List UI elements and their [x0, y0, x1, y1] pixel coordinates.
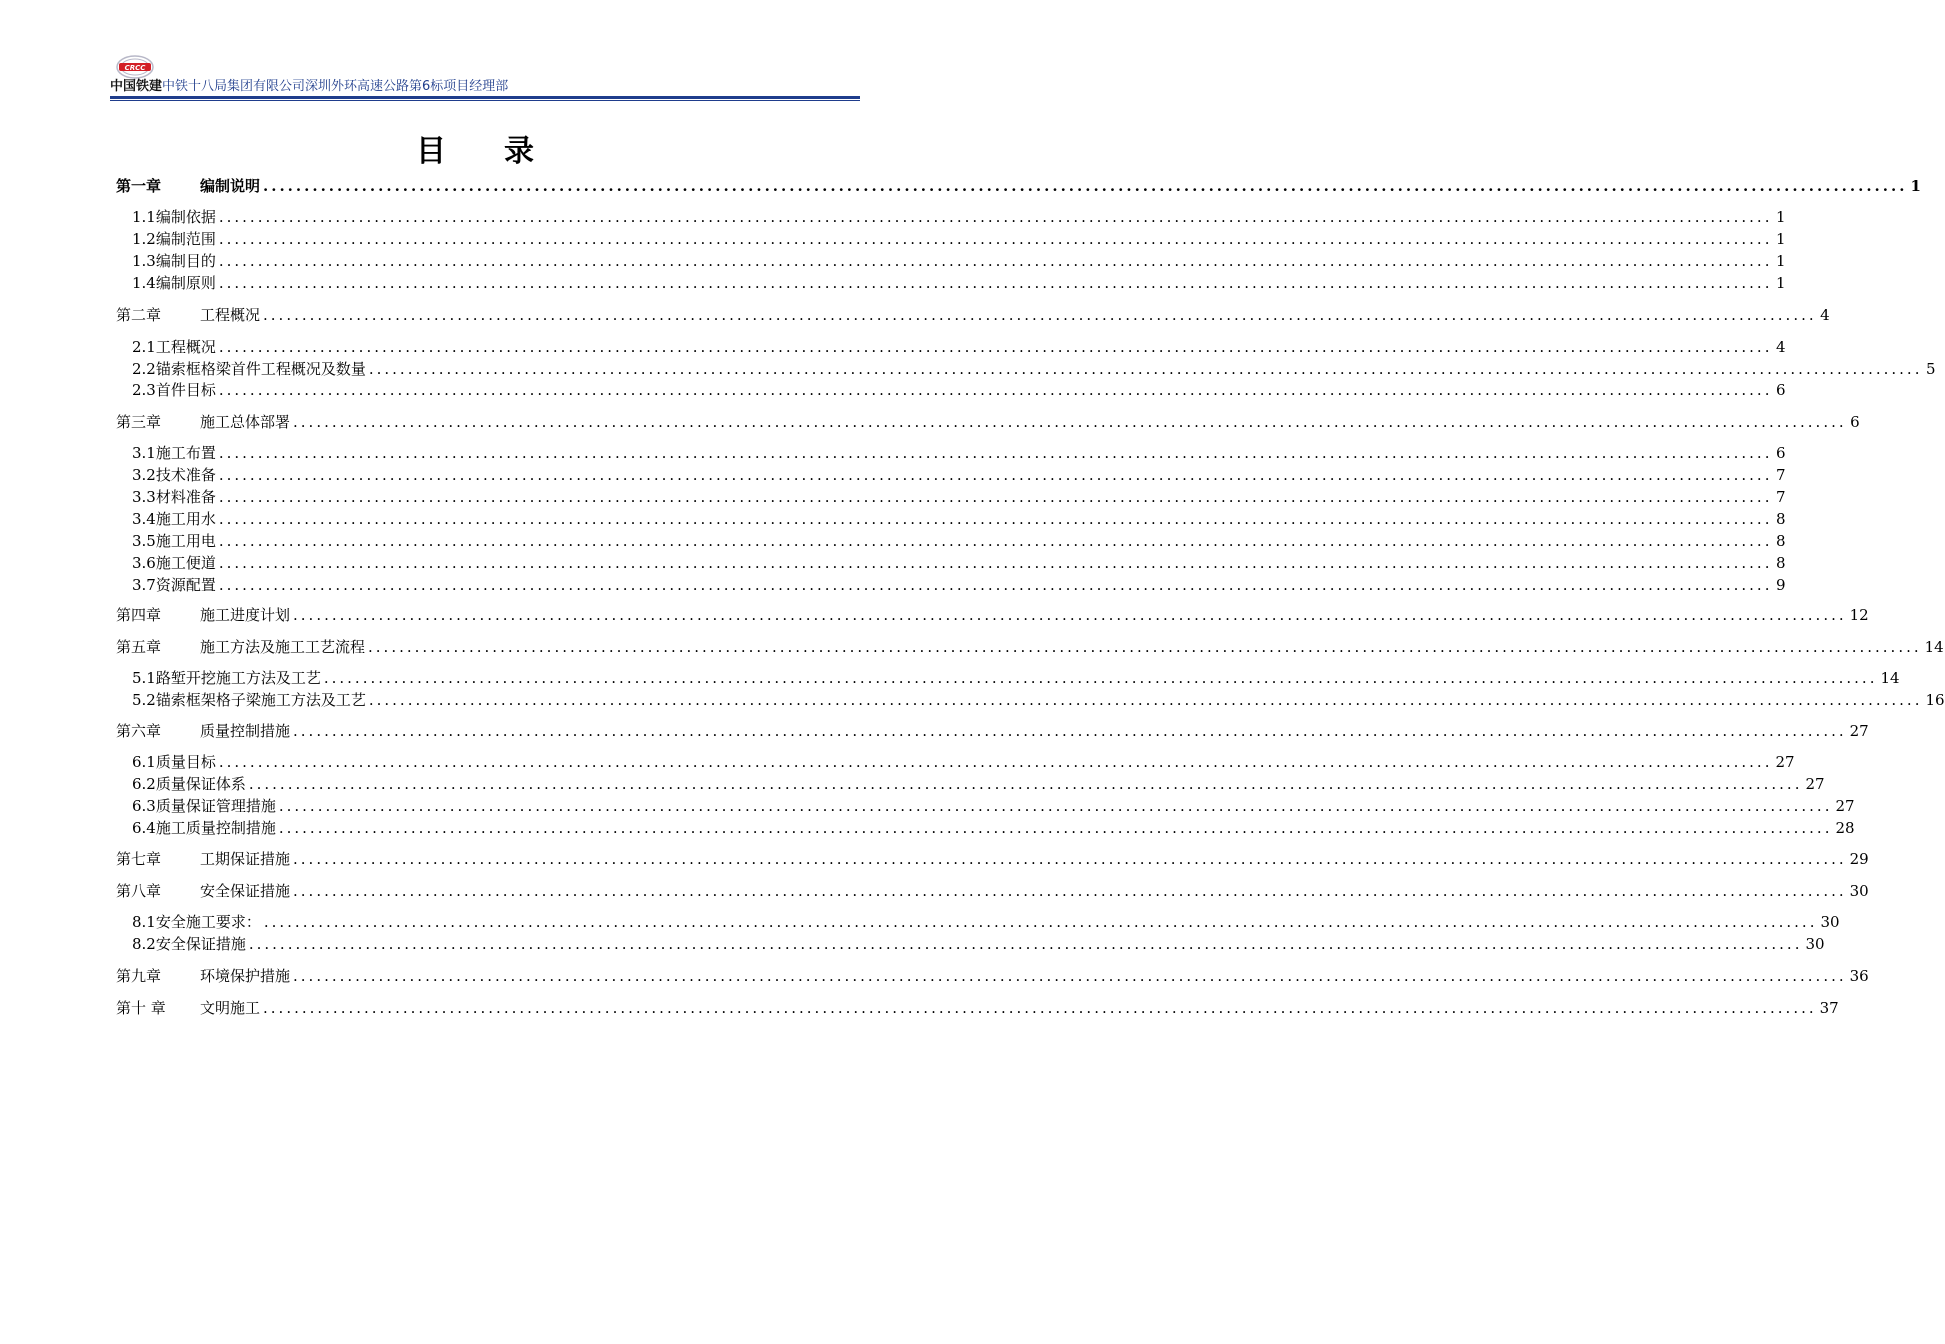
chapter-number: 第九章	[116, 967, 162, 985]
toc-entry-title: 2.3首件目标	[132, 381, 216, 399]
toc-page-number: 6	[1850, 413, 1860, 431]
dot-leader: ........................................................................................................................................................................................................	[218, 381, 1773, 399]
chapter-number: 第五章	[116, 638, 162, 656]
page-title: 目录	[416, 134, 592, 169]
toc-entry-title: 1.3编制目的	[132, 252, 216, 270]
page-header	[110, 50, 860, 102]
dot-leader: ........................................................................................................................................................................................................	[218, 554, 1773, 572]
toc-entry-title: 1.2编制范围	[132, 230, 216, 248]
toc-entry-label	[132, 207, 216, 227]
toc-entry-label	[116, 176, 260, 196]
dot-leader: ........................................................................................................................................................................................................	[218, 252, 1773, 270]
toc-page-number: 6	[1775, 444, 1786, 462]
toc-page-number: 30	[1849, 882, 1869, 900]
toc-section-row[interactable]	[132, 337, 1786, 357]
dot-leader: ........................................................................................................................................................................................................	[278, 819, 1833, 837]
dot-leader: ........................................................................................................................................................................................................	[218, 576, 1773, 594]
toc-entry-label	[132, 818, 276, 838]
dot-leader: ........................................................................................................................................................................................................	[218, 274, 1773, 292]
header-rule-thin	[110, 100, 860, 101]
toc-page-number: 4	[1775, 338, 1786, 356]
chapter-number: 第八章	[116, 882, 162, 900]
toc-page-number: 8	[1775, 510, 1786, 528]
toc-page-number: 27	[1775, 753, 1795, 771]
toc-entry-label	[116, 721, 290, 741]
toc-page-number: 30	[1820, 913, 1840, 931]
dot-leader: ........................................................................................................................................................................................................	[278, 797, 1833, 815]
toc-section-row[interactable]	[132, 380, 1786, 400]
dot-leader: ........................................................................................................................................................................................................	[368, 691, 1923, 709]
toc-section-row[interactable]	[132, 934, 1825, 954]
toc-page-number: 1	[1775, 252, 1786, 270]
toc-page-number: 5	[1925, 360, 1936, 378]
toc-page-number: 14	[1880, 669, 1900, 687]
toc-chapter-row[interactable]	[116, 998, 1839, 1018]
toc-entry-title: 3.3材料准备	[132, 488, 216, 506]
dot-leader: ........................................................................................................................................................................................................	[218, 444, 1773, 462]
toc-entry-label	[116, 998, 260, 1018]
toc-entry-title: 2.1工程概况	[132, 338, 216, 356]
toc-entry-label	[132, 443, 216, 463]
toc-page-number: 14	[1924, 638, 1944, 656]
toc-page-number: 1	[1775, 274, 1786, 292]
logo-text: CRCC	[124, 64, 146, 72]
dot-leader: ........................................................................................................................................................................................................	[263, 999, 1817, 1017]
toc-entry-label	[132, 487, 216, 507]
toc-section-row[interactable]	[132, 912, 1840, 932]
toc-entry-title: 5.1路堑开挖施工方法及工艺	[132, 669, 321, 687]
toc-entry-title: 编制说明	[200, 177, 261, 195]
toc-section-row[interactable]	[132, 229, 1786, 249]
dot-leader: ........................................................................................................................................................................................................	[263, 913, 1818, 931]
dot-leader: ........................................................................................................................................................................................................	[293, 722, 1847, 740]
toc-entry-title: 工程概况	[200, 306, 261, 324]
toc-entry-label	[132, 774, 246, 794]
toc-entry-label	[116, 605, 290, 625]
toc-section-row[interactable]	[132, 509, 1786, 529]
toc-section-row[interactable]	[132, 359, 1936, 379]
company-name: 中铁十八局集团有限公司深圳外环高速公路第6标项目经理部	[162, 79, 509, 94]
toc-page-number: 27	[1805, 775, 1825, 793]
dot-leader: ........................................................................................................................................................................................................	[218, 510, 1773, 528]
toc-entry-label	[132, 229, 216, 249]
dot-leader: ........................................................................................................................................................................................................	[248, 775, 1803, 793]
toc-entry-label	[132, 380, 216, 400]
toc-entry-title: 6.2质量保证体系	[132, 775, 246, 793]
toc-entry-title: 1.4编制原则	[132, 274, 216, 292]
toc-entry-title: 6.4施工质量控制措施	[132, 819, 276, 837]
toc-entry-label	[132, 337, 216, 357]
toc-section-row[interactable]	[132, 443, 1786, 463]
dot-leader: ........................................................................................................................................................................................................	[263, 177, 1908, 195]
dot-leader: ........................................................................................................................................................................................................	[218, 208, 1773, 226]
toc-entry-title: 文明施工	[200, 999, 261, 1017]
dot-leader: ........................................................................................................................................................................................................	[218, 753, 1773, 771]
toc-entry-label	[116, 305, 260, 325]
toc-entry-label	[116, 966, 290, 986]
toc-entry-title: 环境保护措施	[200, 967, 291, 985]
toc-chapter-row[interactable]	[116, 849, 1869, 869]
toc-entry-title: 6.1质量目标	[132, 753, 216, 771]
toc-entry-label	[132, 796, 276, 816]
toc-section-row[interactable]	[132, 690, 1945, 710]
toc-entry-label	[132, 273, 216, 293]
toc-page-number: 27	[1849, 722, 1869, 740]
toc-section-row[interactable]	[132, 207, 1786, 227]
dot-leader: ........................................................................................................................................................................................................	[218, 466, 1773, 484]
toc-section-row[interactable]	[132, 774, 1825, 794]
header-rule-thick	[110, 96, 860, 99]
toc-entry-label	[116, 881, 290, 901]
chapter-number: 第三章	[116, 413, 162, 431]
toc-entry-title: 施工总体部署	[200, 413, 291, 431]
toc-entry-label	[132, 912, 261, 932]
chapter-number: 第一章	[116, 177, 162, 195]
toc-page-number: 37	[1819, 999, 1839, 1017]
toc-chapter-row[interactable]	[116, 605, 1869, 625]
toc-entry-title: 3.6施工便道	[132, 554, 216, 572]
dot-leader: ........................................................................................................................................................................................................	[293, 606, 1847, 624]
toc-entry-title: 3.2技术准备	[132, 466, 216, 484]
toc-page-number: 6	[1775, 381, 1786, 399]
toc-entry-label	[116, 637, 365, 657]
toc-entry-title: 3.5施工用电	[132, 532, 216, 550]
toc-chapter-row[interactable]	[116, 305, 1830, 325]
header-text	[110, 79, 508, 95]
toc-entry-title: 质量控制措施	[200, 722, 291, 740]
toc-section-row[interactable]	[132, 575, 1786, 595]
toc-entry-title: 5.2锚索框架格子梁施工方法及工艺	[132, 691, 366, 709]
toc-page-number: 27	[1835, 797, 1855, 815]
toc-entry-title: 1.1编制依据	[132, 208, 216, 226]
toc-section-row[interactable]	[132, 796, 1855, 816]
toc-page-number: 8	[1775, 532, 1786, 550]
dot-leader: ........................................................................................................................................................................................................	[263, 306, 1817, 324]
chapter-number: 第二章	[116, 306, 162, 324]
dot-leader: ........................................................................................................................................................................................................	[368, 638, 1922, 656]
toc-entry-title: 2.2锚索框格梁首件工程概况及数量	[132, 360, 366, 378]
toc-page-number: 12	[1849, 606, 1869, 624]
dot-leader: ........................................................................................................................................................................................................	[218, 532, 1773, 550]
toc-entry-title: 3.1施工布置	[132, 444, 216, 462]
toc-page-number: 1	[1910, 177, 1921, 195]
toc-page-number: 16	[1925, 691, 1945, 709]
toc-page-number: 9	[1775, 576, 1786, 594]
toc-entry-title: 安全保证措施	[200, 882, 291, 900]
chapter-number: 第六章	[116, 722, 162, 740]
toc-entry-title: 6.3质量保证管理措施	[132, 797, 276, 815]
toc-section-row[interactable]	[132, 465, 1786, 485]
toc-entry-label	[132, 668, 321, 688]
toc-section-row[interactable]	[132, 531, 1786, 551]
dot-leader: ........................................................................................................................................................................................................	[368, 360, 1923, 378]
toc-section-row[interactable]	[132, 273, 1786, 293]
dot-leader: ........................................................................................................................................................................................................	[218, 338, 1773, 356]
toc-page-number: 7	[1775, 466, 1786, 484]
toc-section-row[interactable]	[132, 818, 1855, 838]
toc-chapter-row[interactable]	[116, 176, 1921, 196]
toc-entry-label	[116, 849, 290, 869]
toc-section-row[interactable]	[132, 752, 1795, 772]
toc-entry-label	[116, 412, 290, 432]
dot-leader: ........................................................................................................................................................................................................	[293, 850, 1847, 868]
toc-chapter-row[interactable]	[116, 412, 1860, 432]
dot-leader: ........................................................................................................................................................................................................	[293, 413, 1847, 431]
dot-leader: ........................................................................................................................................................................................................	[248, 935, 1803, 953]
toc-page-number: 36	[1849, 967, 1869, 985]
toc-page-number: 4	[1820, 306, 1830, 324]
toc-entry-label	[132, 251, 216, 271]
toc-entry-title: 8.2安全保证措施	[132, 935, 246, 953]
toc-page-number: 7	[1775, 488, 1786, 506]
toc-entry-title: 工期保证措施	[200, 850, 291, 868]
toc-section-row[interactable]	[132, 251, 1786, 271]
toc-section-row[interactable]	[132, 487, 1786, 507]
toc-page-number: 1	[1775, 208, 1786, 226]
toc-page-number: 1	[1775, 230, 1786, 248]
toc-entry-label	[132, 575, 216, 595]
dot-leader: ........................................................................................................................................................................................................	[323, 669, 1878, 687]
dot-leader: ........................................................................................................................................................................................................	[293, 967, 1847, 985]
toc-entry-label	[132, 359, 366, 379]
chapter-number: 第七章	[116, 850, 162, 868]
dot-leader: ........................................................................................................................................................................................................	[293, 882, 1847, 900]
toc-page-number: 29	[1849, 850, 1869, 868]
brand-name: 中国铁建	[110, 79, 163, 94]
toc-entry-label	[132, 934, 246, 954]
toc-page-number: 28	[1835, 819, 1855, 837]
toc-entry-label	[132, 531, 216, 551]
toc-page-number: 30	[1805, 935, 1825, 953]
toc-entry-title: 3.7资源配置	[132, 576, 216, 594]
toc-chapter-row[interactable]	[116, 881, 1869, 901]
toc-section-row[interactable]	[132, 668, 1900, 688]
toc-section-row[interactable]	[132, 553, 1786, 573]
toc-entry-label	[132, 553, 216, 573]
dot-leader: ........................................................................................................................................................................................................	[218, 488, 1773, 506]
toc-page-number: 8	[1775, 554, 1786, 572]
toc-entry-title: 施工进度计划	[200, 606, 291, 624]
toc-entry-title: 3.4施工用水	[132, 510, 216, 528]
crcc-logo-icon	[115, 54, 155, 80]
dot-leader: ........................................................................................................................................................................................................	[218, 230, 1773, 248]
toc-chapter-row[interactable]	[116, 637, 1944, 657]
toc-entry-label	[132, 690, 366, 710]
toc-entry-label	[132, 752, 216, 772]
toc-entry-title: 8.1安全施工要求：	[132, 913, 261, 931]
toc-chapter-row[interactable]	[116, 966, 1869, 986]
chapter-number: 第十 章	[116, 999, 166, 1017]
toc-entry-label	[132, 465, 216, 485]
chapter-number: 第四章	[116, 606, 162, 624]
toc-entry-label	[132, 509, 216, 529]
toc-entry-title: 施工方法及施工工艺流程	[200, 638, 366, 656]
toc-chapter-row[interactable]	[116, 721, 1869, 741]
